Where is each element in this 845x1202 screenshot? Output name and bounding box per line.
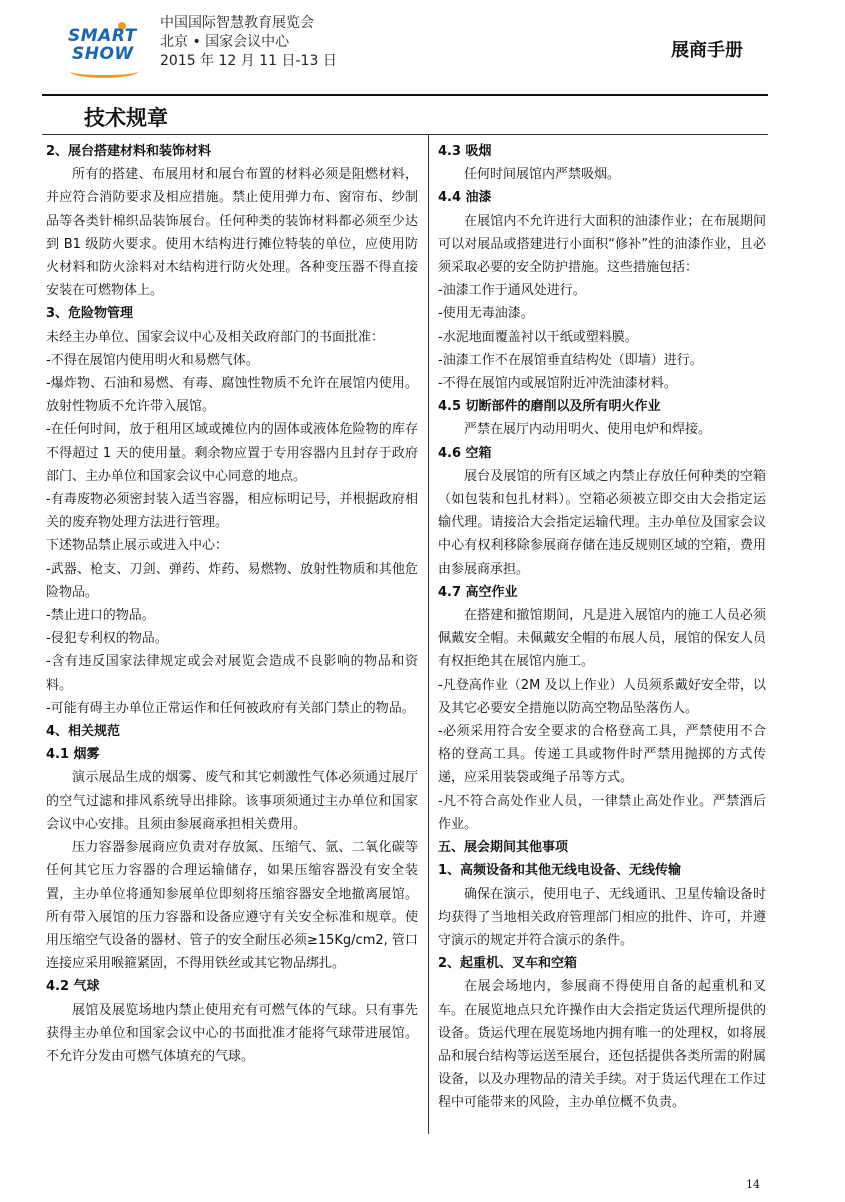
section-title: 技术规章 [84,106,168,130]
paragraph: -含有违反国家法律规定或会对展览会造成不良影响的物品和资料。 [46,654,418,693]
paragraph: -武器、枪支、刀剑、弹药、炸药、易燃物、放射性物质和其他危险物品。 [46,561,418,600]
paragraph: -在任何时间，放于租用区域或摊位内的固体或液体危险物的库存不得超过 1 天的使用量。剩余物应置于专用容器内且封存于政府部门、主办单位和国家会议中心同意的地点。 [46,422,418,484]
paragraph: 确保在演示，使用电子、无线通讯、卫星传输设备时均获得了当地相关政府管理部门相应的批件、许可，并遵守演示的规定并符合演示的条件。 [438,886,766,948]
paragraph: 严禁在展厅内动用明火、使用电炉和焊接。 [464,422,712,438]
left-column-top-rule [42,134,428,135]
paragraph: -油漆工作于通风处进行。 [438,283,586,299]
paragraph: 所有的搭建、布展用材和展台布置的材料必须是阻燃材料，并应符合消防要求及相应措施。禁止使用弹力布、窗帘布、纱制品等各类针棉织品装饰展台。任何种类的装饰材料都必须至少达到 B1 级防火要求。使用木结构进行摊位特装的单位，应使用防火材料和防火涂料对木结构进行防火处理。各种变压器不得直接安装在可燃物体上。 [46,167,418,299]
paragraph: 展馆及展览场地内禁止使用充有可燃气体的气球。只有事先获得主办单位和国家会议中心的书面批准才能将气球带进展馆。不允许分发由可燃气体填充的气球。 [46,1002,418,1064]
page-header [0,0,845,96]
paragraph: 在展会场地内，参展商不得使用自备的起重机和叉车。在展览地点只允许操作由大会指定货运代理所提供的设备。货运代理在展览场地内拥有唯一的处理权，如将展品和展台结构等运送至展台，还包括提供各类所需的附属设备，以及办理物品的清关手续。对于货运代理在工作过程中可能带来的风险，主办单位概不负责。 [438,979,766,1111]
paragraph: -凡登高作业（2M 及以上作业）人员须系戴好安全带，以及其它必要安全措施以防高空物品坠落伤人。 [438,677,766,716]
event-dates: 2015 年 12 月 11 日-13 日 [160,53,337,69]
section-heading: 2、展台搭建材料和装饰材料 [46,144,212,159]
paragraph: 在展馆内不允许进行大面积的油漆作业；在布展期间可以对展品或搭建进行小面积“修补”性的油漆作业，且必须采取必要的安全防护措施。这些措施包括： [438,213,766,276]
page-number: 14 [746,1178,760,1191]
paragraph: -禁止进口的物品。 [46,608,155,624]
section-heading: 3、危险物管理 [46,306,134,322]
paragraph: -有毒废物必须密封装入适当容器，相应标明记号，并根据政府相关的废弃物处理方法进行管理。 [46,492,418,531]
section-heading: 4.1 烟雾 [46,747,100,763]
section-heading: 4.7 高空作业 [438,584,518,600]
section-heading: 4.5 切断部件的磨削以及所有明火作业 [438,399,661,415]
event-info [160,14,337,71]
paragraph: -水泥地面覆盖衬以干纸或塑料膜。 [438,329,638,345]
doc-title: 展商手册 [671,40,743,61]
paragraph: -使用无毒油漆。 [438,306,534,322]
paragraph: -不得在展馆内或展馆附近冲洗油漆材料。 [438,376,677,392]
section-heading: 4.6 空箱 [438,445,492,461]
event-venue: 北京 • 国家会议中心 [160,34,290,50]
paragraph: 任何时间展馆内严禁吸烟。 [464,167,621,183]
paragraph: 压力容器参展商应负责对存放氮、压缩气、氩、二氧化碳等任何其它压力容器的合理运输储存，如果压缩容器没有安全装置，主办单位将通知参展单位即刻将压缩容器安全地撤离展馆。所有带入展馆的压力容器和设备应遵守有关安全标准和规章。使用压缩空气设备的器材、管子的安全耐压必须≥15Kg/cm2, 管口连接应采用喉箍紧固，不得用铁丝或其它物品绑扎。 [46,840,418,972]
left-column [46,140,418,1068]
paragraph: -侵犯专利权的物品。 [46,631,168,647]
paragraph: -油漆工作不在展馆垂直结构处（即墙）进行。 [438,352,703,368]
paragraph: 演示展品生成的烟雾、废气和其它刺激性气体必须通过展厅的空气过滤和排风系统导出排除。该事项须通过主办单位和国家会议中心安排。且须由参展商承担相关费用。 [46,770,418,832]
right-column-top-rule [428,134,768,135]
section-heading: 1、高频设备和其他无线电设备、无线传输 [438,863,682,879]
section-heading: 2、起重机、叉车和空箱 [438,956,578,972]
paragraph: -凡不符合高处作业人员，一律禁止高处作业。严禁酒后作业。 [438,793,766,832]
logo-text-show: SHOW [72,44,134,64]
section-heading: 4.3 吸烟 [438,144,492,159]
paragraph: 在搭建和撤馆期间，凡是进入展馆内的施工人员必须佩戴安全帽。未佩戴安全帽的布展人员，展馆的保安人员有权拒绝其在展馆内施工。 [438,608,766,670]
section-heading: 4、相关规范 [46,724,121,740]
section-heading: 五、展会期间其他事项 [438,840,569,856]
paragraph: -可能有碍主办单位正常运作和任何被政府有关部门禁止的物品。 [46,700,415,716]
smart-show-logo [66,22,148,82]
paragraph: 未经主办单位、国家会议中心及相关政府部门的书面批准： [46,329,385,345]
event-name: 中国国际智慧教育展览会 [160,15,314,31]
paragraph: 下述物品禁止展示或进入中心： [46,538,229,554]
right-column [438,140,766,1115]
paragraph: -不得在展馆内使用明火和易燃气体。 [46,352,259,368]
section-heading: 4.2 气球 [46,979,100,995]
column-divider [428,134,429,1134]
paragraph: -必须采用符合安全要求的合格登高工具，严禁使用不合格的登高工具。传递工具或物件时严禁用抛掷的方式传递，应采用装袋或绳子吊等方式。 [438,724,766,786]
paragraph: -爆炸物、石油和易燃、有毒、腐蚀性物质不允许在展馆内使用。放射性物质不允许带入展馆。 [46,376,418,415]
paragraph: 展台及展馆的所有区域之内禁止存放任何种类的空箱（如包装和包扎材料）。空箱必须被立即交由大会指定运输代理。请接洽大会指定运输代理。主办单位及国家会议中心有权利移除参展商存储在违反规则区域的空箱，费用由参展商承担。 [438,468,766,577]
header-rule [42,94,768,96]
logo-text-smart: SMART [68,26,137,46]
section-heading: 4.4 油漆 [438,190,492,206]
logo-swoosh [70,65,138,78]
